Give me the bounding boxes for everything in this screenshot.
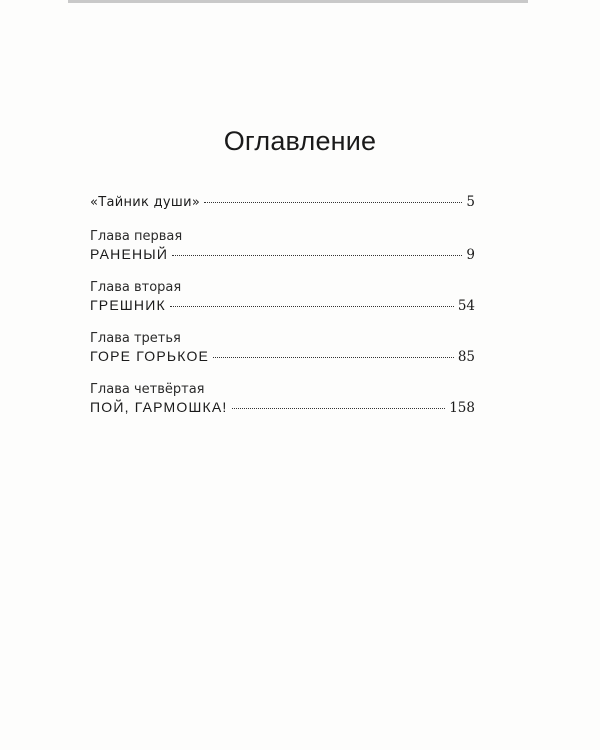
toc-entry-title: ПОЙ, ГАРМОШКА! xyxy=(90,399,228,415)
chapter-label: Глава первая xyxy=(90,229,183,244)
toc-entry-title: ГОРЕ ГОРЬКОЕ xyxy=(90,348,210,364)
toc-title: Оглавление xyxy=(223,126,377,156)
toc-page-number: 54 xyxy=(457,298,475,314)
dot-leader xyxy=(232,408,446,409)
toc-page-number: 9 xyxy=(466,247,475,263)
page-top-edge xyxy=(68,0,528,3)
toc-entry-chapter-4[interactable] xyxy=(90,382,475,417)
toc-row xyxy=(90,296,475,315)
dot-leader xyxy=(213,357,454,358)
dot-leader xyxy=(172,255,462,256)
toc-page-number: 158 xyxy=(449,400,475,416)
toc-row xyxy=(90,193,475,212)
toc-entry-title: «Тайник души» xyxy=(90,195,201,210)
toc-entry-title: РАНЕНЫЙ xyxy=(90,246,169,262)
toc-row xyxy=(90,245,475,264)
chapter-label: Глава вторая xyxy=(90,280,182,295)
toc-entry-title: ГРЕШНИК xyxy=(90,297,166,313)
toc-entry-chapter-2[interactable] xyxy=(90,280,475,315)
chapter-label: Глава четвёртая xyxy=(90,382,205,397)
toc-entry-chapter-1[interactable] xyxy=(90,229,475,264)
table-of-contents xyxy=(90,193,475,433)
toc-entry-chapter-3[interactable] xyxy=(90,331,475,366)
chapter-label: Глава третья xyxy=(90,331,181,346)
dot-leader xyxy=(170,306,454,307)
toc-row xyxy=(90,398,475,417)
dot-leader xyxy=(204,202,462,203)
toc-entry-intro[interactable] xyxy=(90,193,475,212)
toc-row xyxy=(90,347,475,366)
toc-page-number: 85 xyxy=(457,349,475,365)
toc-page-number: 5 xyxy=(466,194,475,210)
